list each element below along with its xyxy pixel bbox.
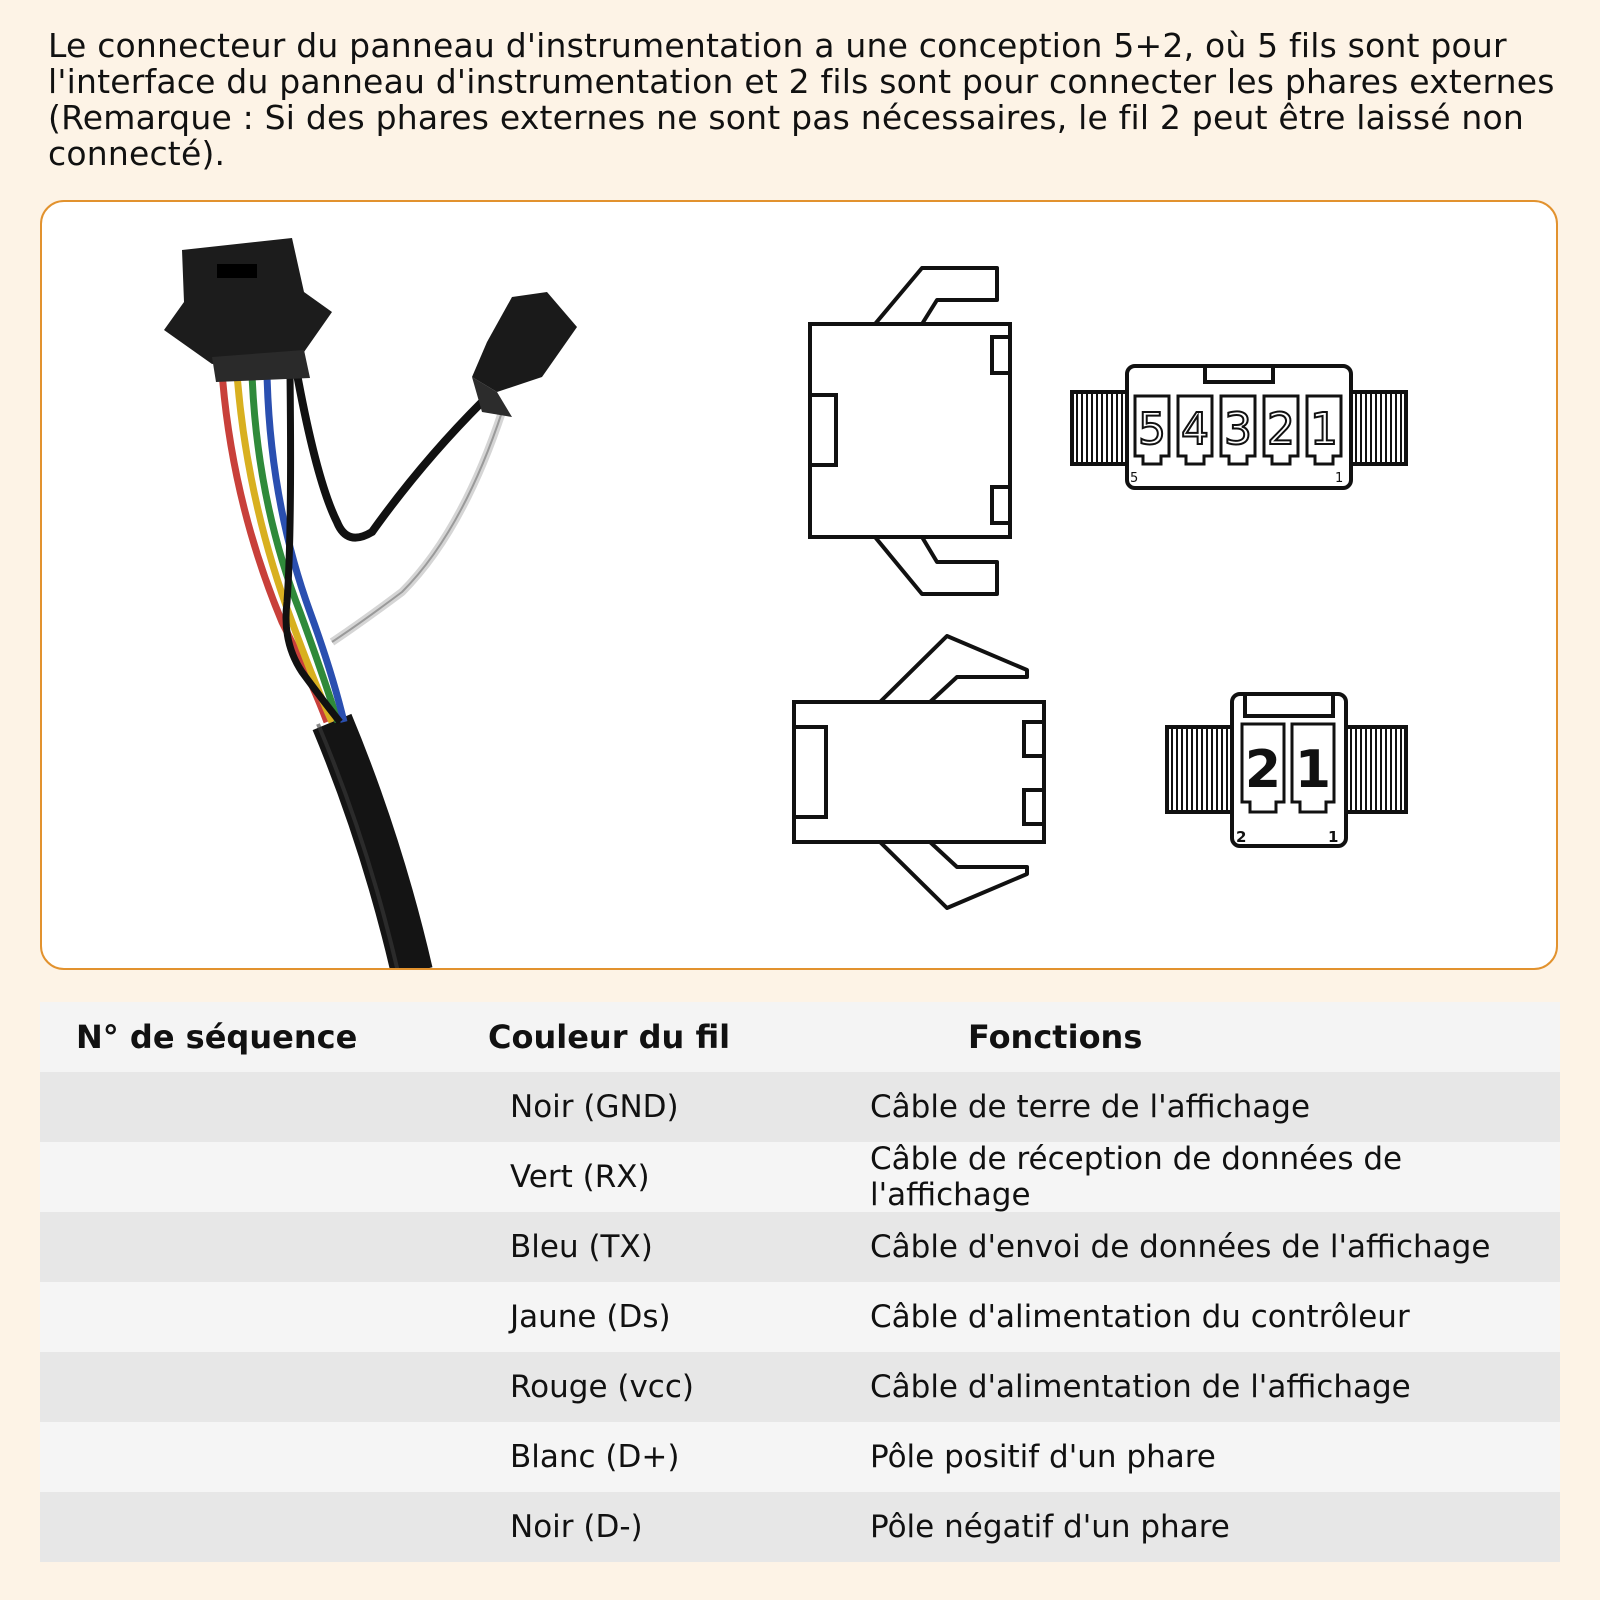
- pin-cavity: [1242, 724, 1284, 812]
- table-row: [40, 1282, 1560, 1352]
- cell-function: Câble d'alimentation de l'affichage: [870, 1369, 1411, 1405]
- pin-number-label: 2: [1267, 404, 1295, 455]
- pin-number-label: 5: [1138, 404, 1166, 455]
- cable-photo: [164, 238, 577, 970]
- cell-function: Pôle positif d'un phare: [870, 1439, 1216, 1475]
- cell-color: Vert (RX): [510, 1159, 650, 1195]
- table-header: [40, 1002, 1560, 1072]
- cell-color: Noir (D-): [510, 1509, 643, 1545]
- wiring-diagram: [42, 202, 1558, 970]
- connector-5-front-view: [1072, 366, 1406, 488]
- pin-corner-label-5: 5: [1130, 471, 1139, 486]
- pin-number-label: 1: [1310, 404, 1338, 455]
- header-color: Couleur du fil: [488, 1018, 731, 1056]
- pin-cavity: [1178, 396, 1212, 464]
- wire-table: [40, 1002, 1560, 1562]
- pin-number-label: 2: [1244, 740, 1282, 800]
- cell-function: Câble de réception de données de l'affichage: [870, 1141, 1403, 1213]
- cell-function: Pôle négatif d'un phare: [870, 1509, 1230, 1545]
- pin-number-label: 3: [1224, 404, 1252, 455]
- connector-5-side-view: [810, 268, 1010, 594]
- pin-cavity: [1221, 396, 1255, 464]
- connector-2-front-view: [1167, 694, 1406, 846]
- cell-function: Câble d'alimentation du contrôleur: [870, 1299, 1410, 1335]
- cell-color: Rouge (vcc): [510, 1369, 694, 1405]
- wiring-diagram-panel: [40, 200, 1558, 970]
- header-seq: N° de séquence: [76, 1018, 358, 1056]
- table-row: [40, 1072, 1560, 1142]
- pin2-corner-label-2: 2: [1236, 828, 1247, 846]
- intro-text: Le connecteur du panneau d'instrumentation a une conception 5+2, où 5 fils sont pour l'interface du panneau d'instrumentation et 2 fils sont pour connecter les phares externes (Remarque : Si des phares externes ne sont pas nécessaires, le fil 2 peut être laissé non connecté).: [48, 26, 1555, 173]
- table-row: [40, 1352, 1560, 1422]
- table-row: [40, 1422, 1560, 1492]
- cell-color: Blanc (D+): [510, 1439, 680, 1475]
- pin-number-label: 1: [1294, 740, 1332, 800]
- cell-function: Câble de terre de l'affichage: [870, 1089, 1311, 1125]
- cell-color: Jaune (Ds): [510, 1299, 671, 1335]
- pin-number-label: 4: [1181, 404, 1209, 455]
- connector-2-side-view: [794, 636, 1044, 908]
- table-row: [40, 1142, 1560, 1212]
- cell-function: Câble d'envoi de données de l'affichage: [870, 1229, 1491, 1265]
- table-row: [40, 1492, 1560, 1562]
- pin-cavity: [1307, 396, 1341, 464]
- pin-cavity: [1135, 396, 1169, 464]
- pin-corner-label-1: 1: [1335, 471, 1344, 486]
- cell-color: Noir (GND): [510, 1089, 679, 1125]
- table-row: [40, 1212, 1560, 1282]
- pin-cavity: [1292, 724, 1334, 812]
- cell-color: Bleu (TX): [510, 1229, 653, 1265]
- header-function: Fonctions: [968, 1018, 1143, 1056]
- pin2-corner-label-1: 1: [1328, 828, 1339, 846]
- pin-cavity: [1264, 396, 1298, 464]
